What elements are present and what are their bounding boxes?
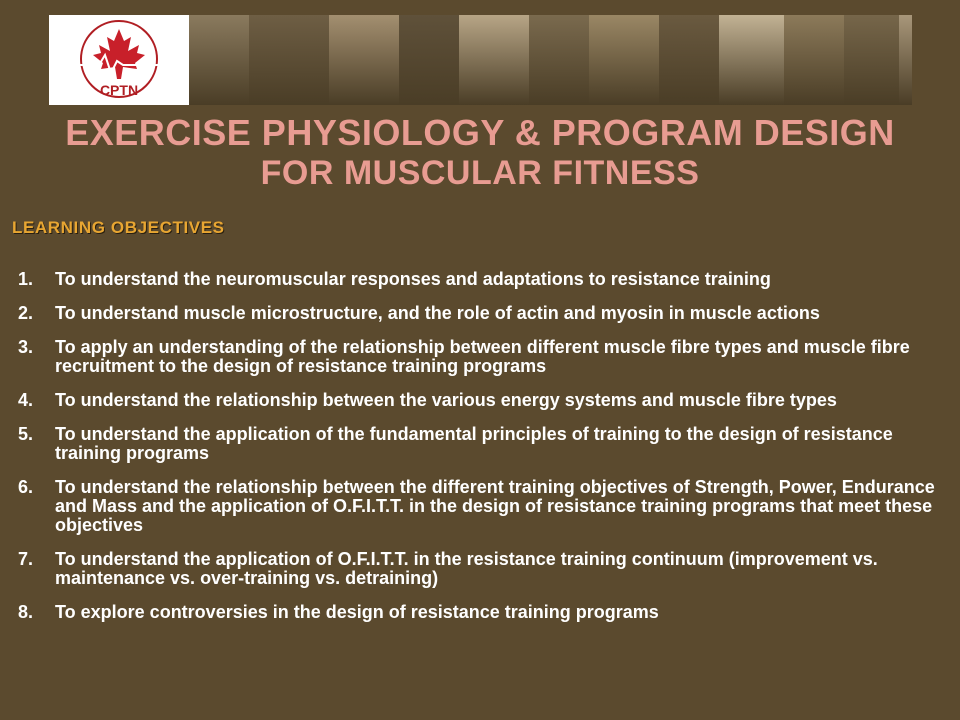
- item-number: 7.: [18, 549, 34, 569]
- photo-panel-8: [659, 15, 719, 105]
- photo-panel-11: [844, 15, 899, 105]
- item-text: To understand the application of the fundamental principles of training to the design of resistance training programs: [55, 424, 893, 463]
- photo-panel-12: [899, 15, 912, 105]
- photo-panel-2: [249, 15, 329, 105]
- cptn-logo: [49, 15, 189, 105]
- item-text: To understand the neuromuscular responses and adaptations to resistance training: [55, 269, 771, 289]
- list-item: [18, 391, 956, 410]
- maple-leaf-icon: [49, 15, 189, 105]
- photo-panel-7: [589, 15, 659, 105]
- list-item: [18, 425, 956, 463]
- list-item: [18, 550, 956, 588]
- item-text: To understand the relationship between the various energy systems and muscle fibre types: [55, 390, 837, 410]
- item-text: To understand the relationship between the different training objectives of Strength, Power, Endurance and Mass and the application of O.F.I.T.T. in the design of resistance training programs that meet these objectives: [55, 477, 935, 535]
- objectives-list: [18, 270, 956, 637]
- photo-panel-5: [459, 15, 529, 105]
- photo-panel-4: [399, 15, 459, 105]
- item-text: To apply an understanding of the relationship between different muscle fibre types and muscle fibre recruitment to the design of resistance training programs: [55, 337, 910, 376]
- item-number: 4.: [18, 390, 34, 410]
- list-item: [18, 270, 956, 289]
- section-heading: LEARNING OBJECTIVES: [12, 218, 225, 237]
- item-number: 5.: [18, 424, 34, 444]
- item-number: 8.: [18, 602, 34, 622]
- item-number: 2.: [18, 303, 34, 323]
- item-text: To understand muscle microstructure, and the role of actin and myosin in muscle actions: [55, 303, 820, 323]
- list-item: [18, 338, 956, 376]
- item-number: 6.: [18, 477, 34, 497]
- photo-panel-3: [329, 15, 399, 105]
- photo-panel-6: [529, 15, 589, 105]
- list-item: [18, 603, 956, 622]
- page-title-line-2: FOR MUSCULAR FITNESS: [260, 154, 700, 192]
- photo-panel-1: [189, 15, 249, 105]
- list-item: [18, 304, 956, 323]
- list-item: [18, 478, 956, 535]
- item-text: To explore controversies in the design of resistance training programs: [55, 602, 659, 622]
- item-text: To understand the application of O.F.I.T.T. in the resistance training continuum (improvement vs. maintenance vs. over-training vs. detraining): [55, 549, 878, 588]
- photo-panel-10: [784, 15, 844, 105]
- item-number: 1.: [18, 269, 34, 289]
- photo-panel-9: [719, 15, 784, 105]
- page-title-line-1: EXERCISE PHYSIOLOGY & PROGRAM DESIGN: [65, 112, 895, 153]
- item-number: 3.: [18, 337, 34, 357]
- header-banner: [49, 15, 912, 105]
- logo-text: CPTN: [99, 82, 139, 98]
